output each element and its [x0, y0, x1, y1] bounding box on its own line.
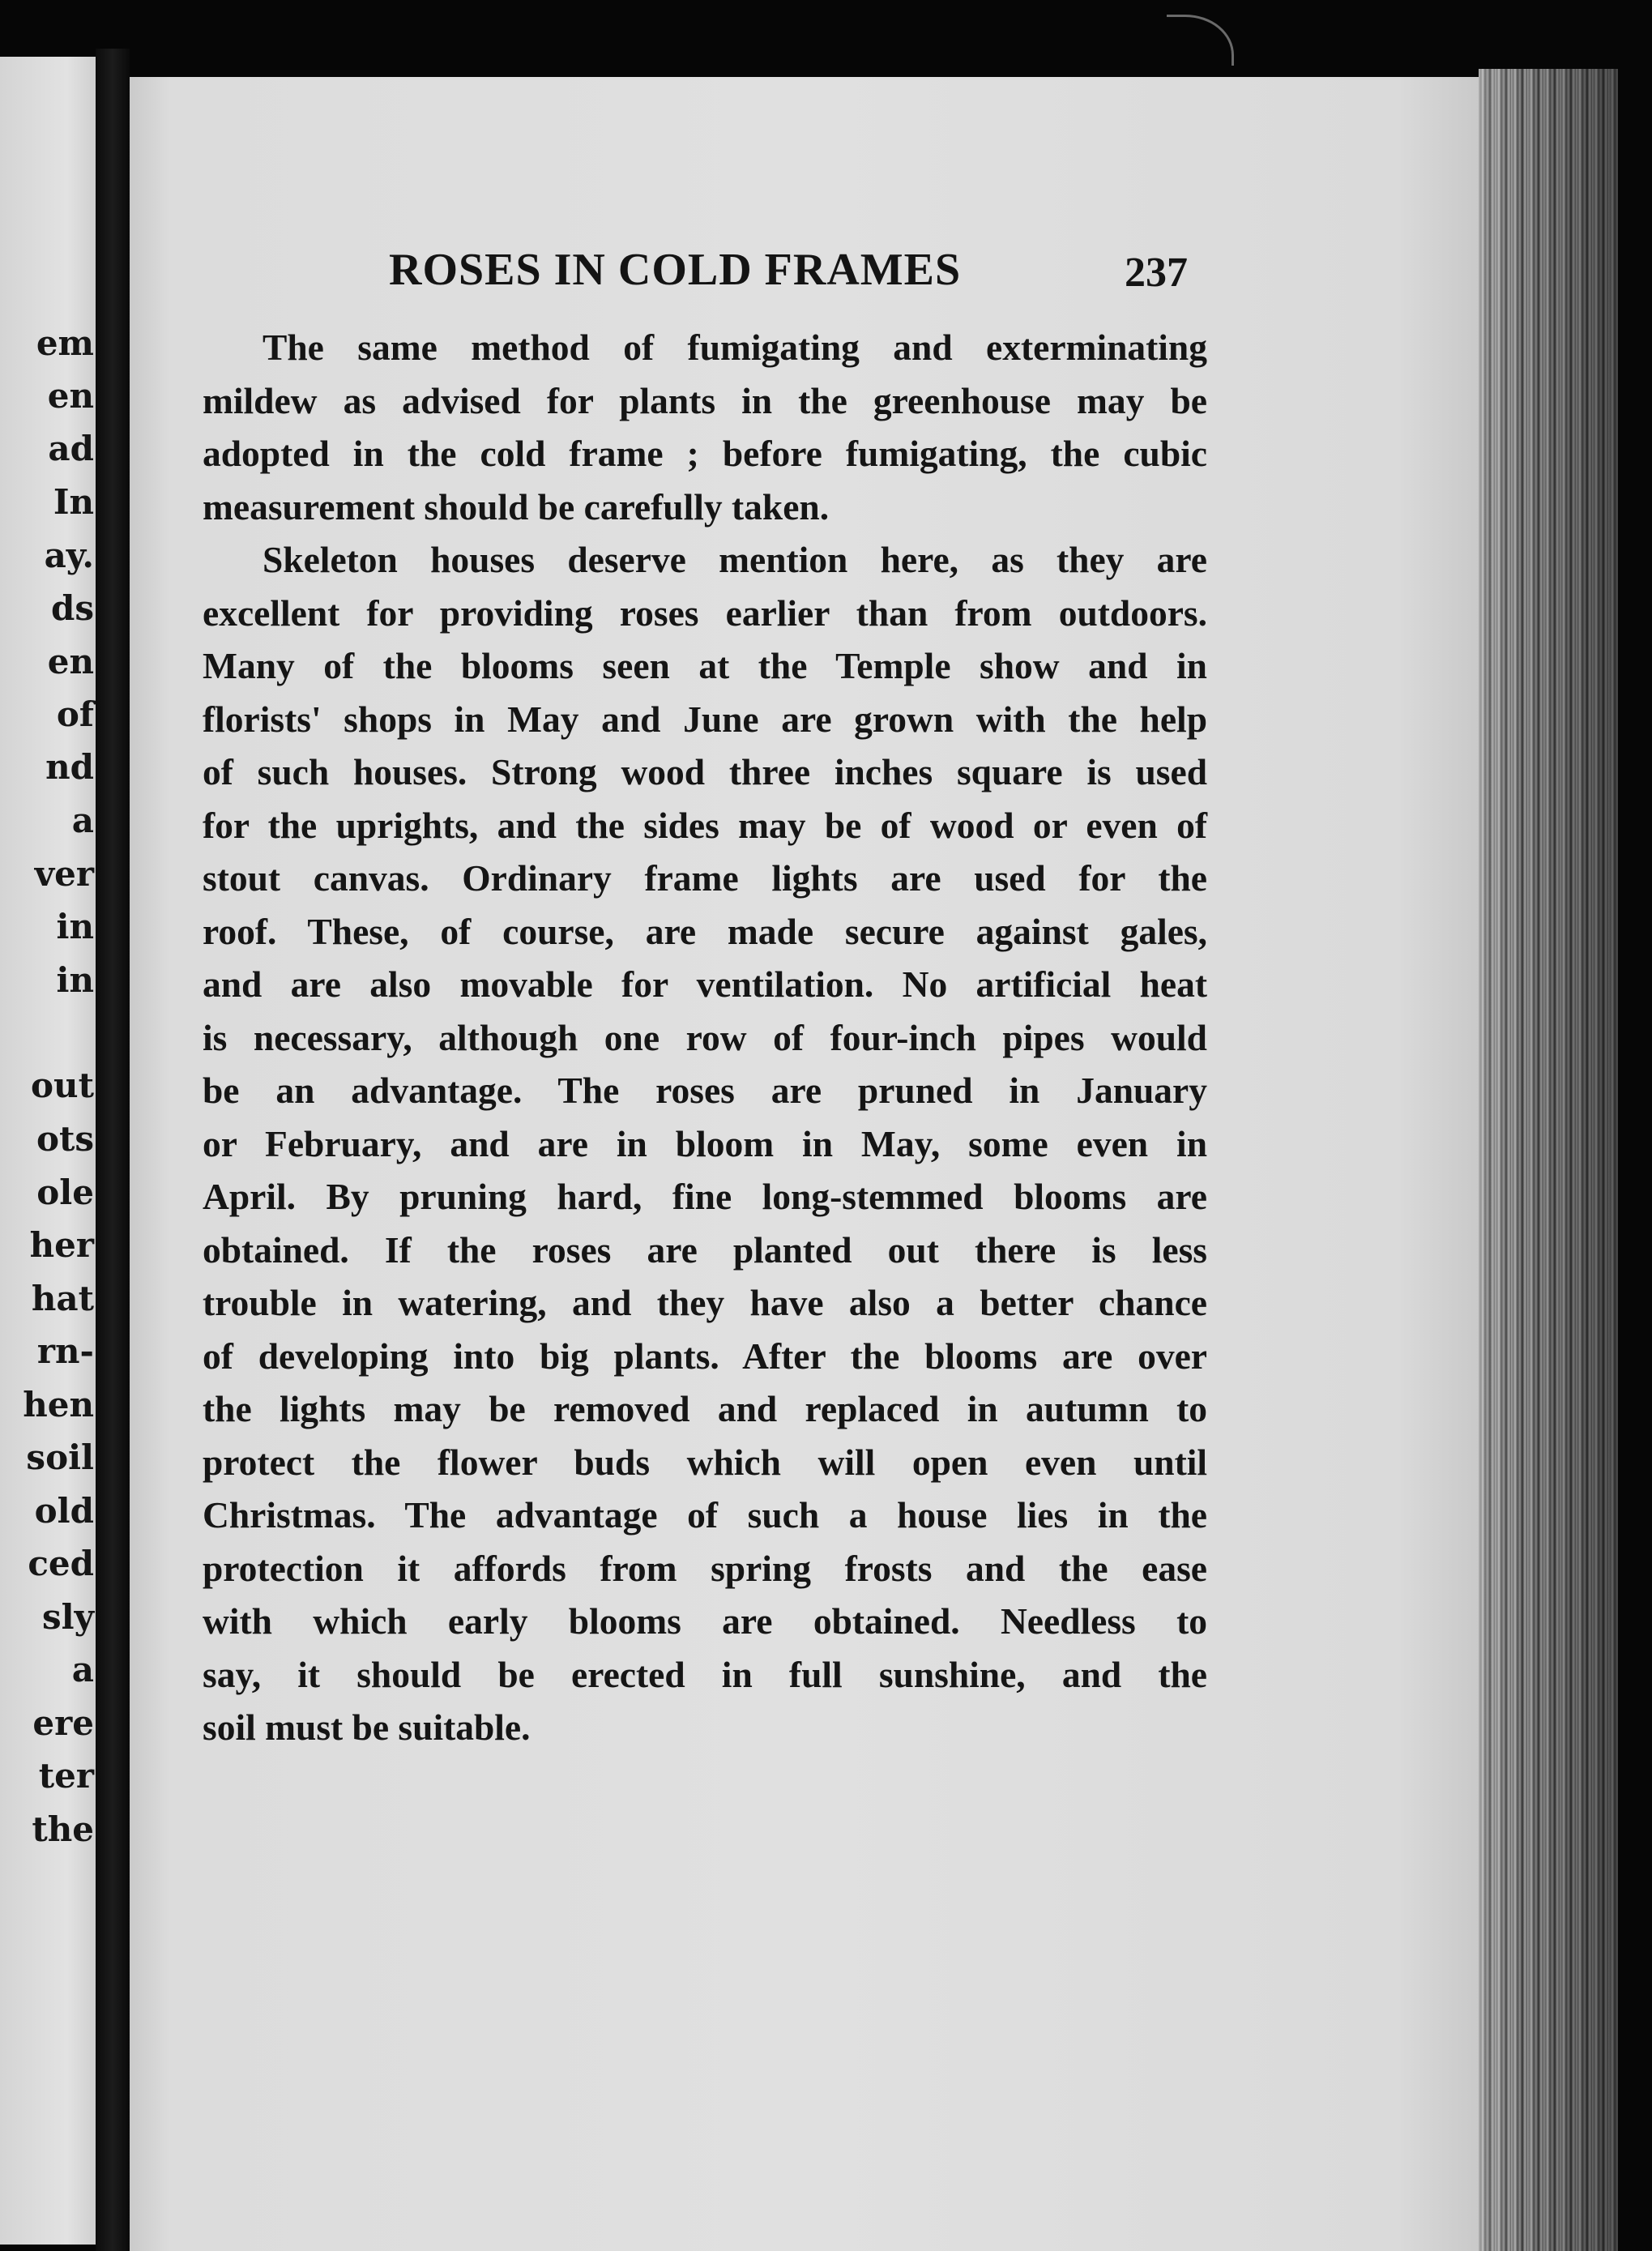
facing-line: in: [56, 907, 94, 946]
text-line: measurement should be carefully taken.: [203, 485, 830, 528]
facing-line: out: [31, 1066, 94, 1105]
text-line: say, it should be erected in full sunshine, and the: [203, 1653, 1207, 1695]
text-line: with which early blooms are obtained. Needless to: [203, 1600, 1207, 1642]
facing-line: en: [47, 642, 94, 681]
page-number: 237: [1125, 250, 1188, 296]
text-line: soil must be suitable.: [203, 1706, 531, 1748]
facing-line: a: [71, 1650, 94, 1689]
text-line: florists' shops in May and June are grown with the help: [203, 698, 1207, 740]
facing-line: a: [71, 801, 94, 840]
text-line: April. By pruning hard, fine long-stemmed blooms are: [203, 1176, 1207, 1217]
facing-line: ad: [48, 429, 94, 468]
text-line: Skeleton houses deserve mention here, as they are: [263, 539, 1207, 580]
facing-line: ere: [32, 1703, 94, 1743]
running-head: ROSES IN COLD FRAMES: [389, 245, 962, 295]
facing-line: in: [56, 960, 94, 1000]
facing-line: In: [53, 482, 94, 522]
facing-line: ds: [50, 588, 94, 628]
facing-page-fragment: [0, 57, 96, 2245]
facing-line: ver: [34, 854, 94, 894]
facing-line: hen: [23, 1385, 94, 1424]
facing-line: ay.: [44, 536, 94, 575]
text-line: stout canvas. Ordinary frame lights are used for the: [203, 857, 1207, 899]
text-line: of such houses. Strong wood three inches square is used: [203, 751, 1207, 792]
text-line: for the uprights, and the sides may be of wood or even of: [203, 804, 1207, 846]
text-line: mildew as advised for plants in the greenhouse may be: [203, 379, 1207, 421]
text-line: roof. These, of course, are made secure against gales,: [203, 910, 1207, 952]
facing-line: em: [36, 323, 94, 363]
text-line: of developing into big plants. After the blooms are over: [203, 1335, 1207, 1377]
text-line: trouble in watering, and they have also a better chance: [203, 1282, 1207, 1323]
book-gutter: [96, 49, 130, 2251]
facing-line: sly: [41, 1597, 94, 1637]
text-line: or February, and are in bloom in May, some even in: [203, 1122, 1207, 1164]
text-line: is necessary, although one row of four-inch pipes would: [203, 1016, 1207, 1058]
cover-corner-curve: [1167, 15, 1234, 66]
facing-line: en: [47, 376, 94, 416]
text-line: the lights may be removed and replaced in autumn to: [203, 1388, 1207, 1429]
paragraph: [203, 321, 1207, 533]
text-line: The same method of fumigating and exterminating: [263, 327, 1207, 368]
paragraph: [203, 533, 1207, 1754]
facing-line: ter: [38, 1756, 94, 1796]
text-line: be an advantage. The roses are pruned in January: [203, 1070, 1207, 1111]
facing-line: soil: [26, 1437, 94, 1477]
facing-line: ole: [36, 1172, 94, 1212]
page-edge-shading: [1479, 69, 1618, 2251]
facing-line: hat: [31, 1279, 94, 1318]
text-line: obtained. If the roses are planted out there is less: [203, 1228, 1207, 1271]
body-text: [203, 321, 1207, 1754]
facing-line: nd: [45, 747, 94, 787]
text-line: protection it affords from spring frosts and the ease: [203, 1547, 1207, 1589]
facing-line: ced: [28, 1544, 94, 1583]
text-line: excellent for providing roses earlier than from outdoors.: [203, 592, 1207, 634]
facing-line: ots: [36, 1119, 94, 1159]
text-line: Many of the blooms seen at the Temple show and in: [203, 645, 1207, 686]
facing-line: of: [56, 694, 94, 734]
text-line: Christmas. The advantage of such a house lies in the: [203, 1494, 1207, 1536]
text-line: and are also movable for ventilation. No artificial heat: [203, 963, 1207, 1005]
text-line: adopted in the cold frame ; before fumigating, the cubic: [203, 433, 1207, 474]
facing-line: the: [32, 1809, 94, 1849]
facing-line: rn-: [36, 1331, 94, 1371]
text-line: protect the flower buds which will open even until: [203, 1441, 1207, 1483]
facing-line: her: [29, 1225, 94, 1265]
facing-line: old: [34, 1491, 94, 1531]
